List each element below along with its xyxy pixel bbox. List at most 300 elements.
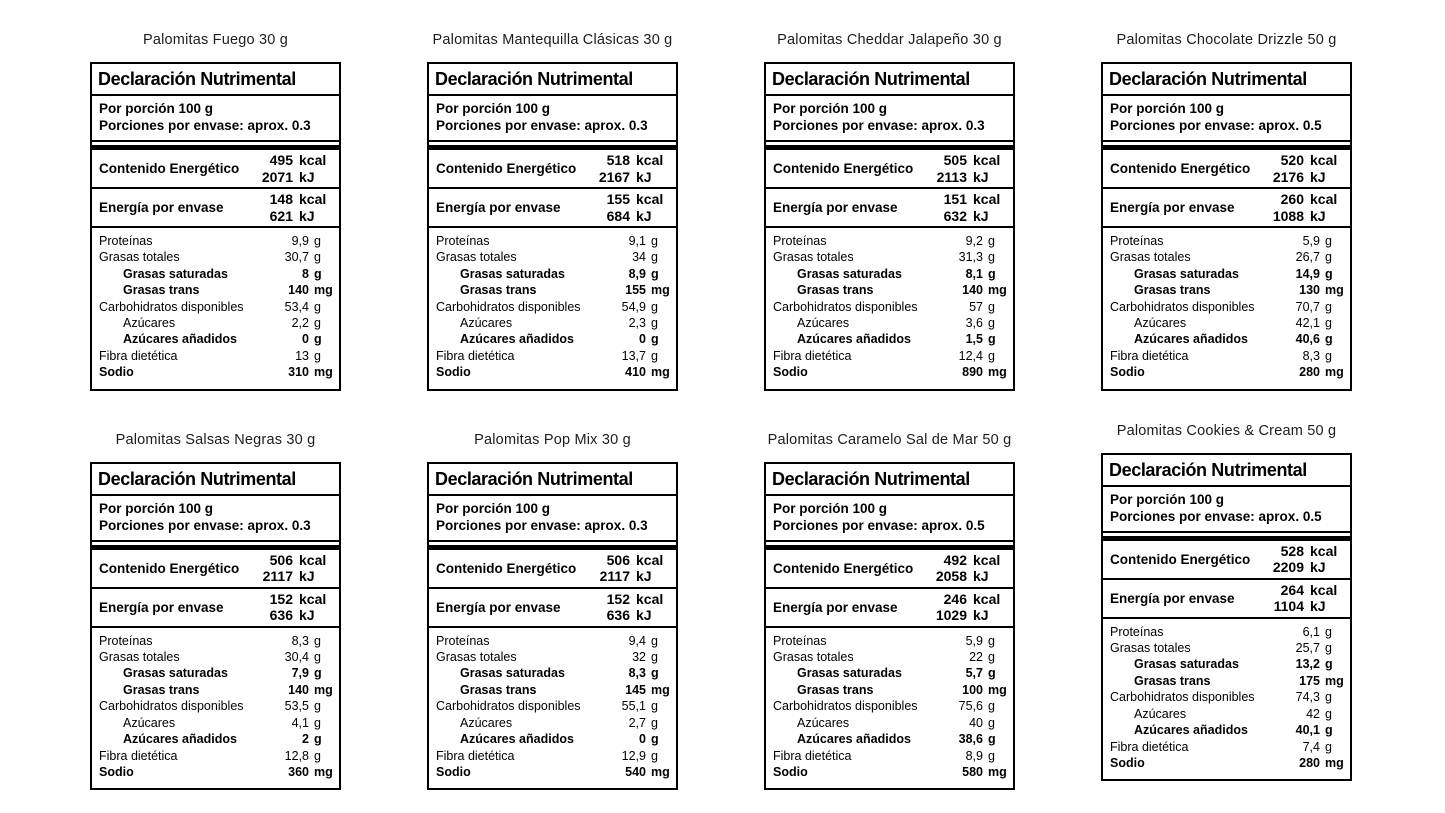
nutrient-row (773, 633, 1006, 649)
nutrient-value: 25,7 (1295, 641, 1320, 656)
nutrient-unit: g (1325, 706, 1332, 721)
nutrient-unit: g (1325, 723, 1333, 738)
nutrient-value: 7,4 (1302, 739, 1320, 754)
nutrient-name: Sodio (436, 764, 471, 779)
nutrient-unit: g (988, 748, 995, 763)
kj-unit: kJ (636, 568, 652, 585)
nutrient-value: 9,4 (628, 633, 646, 648)
nutrient-row (773, 748, 1006, 764)
nutrient-unit: g (988, 633, 995, 648)
nutrient-name: Grasas trans (1134, 673, 1211, 688)
nutrient-unit: g (988, 250, 995, 265)
serving-size-line: Por porción 100 g (773, 500, 888, 516)
serving-size-line: Por porción 100 g (436, 101, 551, 116)
nutrient-name: Grasas trans (797, 682, 874, 697)
nutrient-unit: g (1325, 624, 1332, 639)
nutrient-name: Proteínas (436, 633, 490, 648)
nutrient-value: 53,5 (284, 699, 309, 714)
kcal-value: 505 (943, 152, 967, 168)
energy-row-per-100g (766, 150, 1013, 189)
nutrient-unit: g (1325, 332, 1333, 347)
energy-row-per-package (92, 589, 339, 628)
nutrient-value: 6,1 (1302, 624, 1320, 639)
nutrient-row (99, 682, 332, 698)
nutrient-unit: g (651, 748, 658, 763)
kcal-value: 151 (943, 191, 967, 207)
nutrient-unit: g (651, 699, 658, 714)
nutrient-value: 2,2 (291, 316, 309, 331)
energy-per-package-label: Energía por envase (773, 599, 898, 615)
nutrient-row (1110, 689, 1343, 705)
nutrient-unit: g (988, 234, 995, 248)
nutrient-row (773, 331, 1006, 347)
nutrient-row (773, 649, 1006, 665)
energy-per-package-label: Energía por envase (436, 200, 561, 215)
nutrient-row (436, 633, 669, 649)
nutrient-value: 280 (1299, 365, 1320, 380)
nutrient-unit: g (988, 715, 995, 730)
kcal-unit: kcal (1310, 542, 1338, 559)
kj-value: 621 (269, 207, 293, 224)
nutrient-value: 75,6 (958, 699, 983, 714)
energy-row-per-100g (1103, 541, 1350, 580)
serving-info (429, 496, 676, 542)
energy-per-100g-label: Contenido Energético (1110, 551, 1251, 567)
nutrient-value: 8,9 (628, 266, 646, 281)
serving-size-line: Por porción 100 g (99, 500, 214, 516)
energy-per-100g-label: Contenido Energético (773, 560, 914, 576)
nutrient-row (99, 331, 332, 347)
nutrient-row (1110, 249, 1343, 265)
kcal-unit: kcal (636, 551, 664, 568)
nutrient-row (436, 698, 669, 714)
nutrient-unit: g (314, 332, 322, 347)
energy-per-100g-values (1273, 152, 1343, 185)
nutrient-unit: mg (1325, 673, 1344, 688)
nutrient-value: 57 (969, 299, 983, 314)
nutrient-value: 310 (288, 365, 309, 380)
kj-unit: kJ (299, 568, 315, 585)
nutrient-name: Azúcares añadidos (797, 332, 911, 347)
product-card (427, 433, 678, 791)
nutrient-row (99, 282, 332, 298)
nutrient-unit: g (314, 748, 321, 763)
nutrient-unit: g (988, 699, 995, 714)
kcal-value: 518 (606, 152, 630, 168)
kj-value: 636 (269, 607, 293, 624)
nutrient-name: Azúcares (123, 316, 176, 331)
kj-unit: kJ (973, 207, 989, 224)
nutrient-row (773, 665, 1006, 681)
nutrient-row (436, 748, 669, 764)
nutrient-name: Grasas totales (773, 650, 854, 665)
nutrient-row (1110, 315, 1343, 331)
nutrient-value: 40 (969, 715, 983, 730)
nutrient-unit: g (988, 348, 995, 363)
nutrient-value: 175 (1299, 673, 1320, 688)
nutrient-value: 13 (295, 348, 309, 363)
nutrient-name: Sodio (1110, 365, 1145, 380)
serving-info (766, 496, 1013, 542)
kcal-value: 492 (943, 551, 967, 568)
nutrient-value: 280 (1299, 755, 1320, 770)
nutrient-name: Fibra dietética (1110, 348, 1189, 363)
kj-value: 1104 (1273, 598, 1304, 615)
energy-per-package-label: Energía por envase (436, 599, 561, 615)
nutrient-unit: mg (314, 682, 333, 697)
nutrient-value: 145 (625, 682, 646, 697)
kj-unit: kJ (973, 568, 989, 585)
energy-row-per-100g (429, 150, 676, 189)
nutrient-name: Carbohidratos disponibles (436, 299, 581, 314)
nutrient-row (436, 682, 669, 698)
nutrient-name: Fibra dietética (773, 348, 852, 363)
nutrient-name: Fibra dietética (436, 348, 515, 363)
energy-row-per-package (1103, 189, 1350, 228)
nutrient-unit: g (314, 316, 321, 331)
energy-per-package-values (270, 591, 332, 624)
nutrient-name: Grasas trans (123, 283, 200, 298)
nutrient-row (1110, 348, 1343, 364)
nutrient-name: Grasas totales (436, 650, 517, 665)
label-header: Declaración Nutrimental (429, 64, 676, 96)
nutrient-value: 13,7 (621, 348, 646, 363)
nutrient-row (773, 682, 1006, 698)
serving-info (1103, 487, 1350, 533)
kj-value: 684 (606, 207, 630, 224)
nutrient-value: 130 (1299, 283, 1320, 298)
nutrient-name: Azúcares (1134, 316, 1187, 331)
kj-unit: kJ (299, 207, 315, 224)
label-header: Declaración Nutrimental (429, 464, 676, 496)
nutrient-value: 12,4 (958, 348, 983, 363)
nutrient-unit: mg (988, 365, 1007, 380)
kcal-value: 264 (1280, 581, 1304, 598)
nutrient-value: 30,4 (284, 650, 309, 665)
nutrition-label (427, 462, 678, 791)
nutrient-unit: g (1325, 348, 1332, 363)
nutrient-name: Carbohidratos disponibles (773, 299, 918, 314)
nutrient-value: 55,1 (621, 699, 646, 714)
nutrient-unit: mg (988, 283, 1007, 298)
nutrient-value: 155 (625, 283, 646, 298)
nutrient-row (99, 698, 332, 714)
energy-per-package-values (936, 591, 1006, 624)
nutrient-row (1110, 656, 1343, 672)
serving-size-line: Por porción 100 g (1110, 101, 1225, 116)
energy-row-per-100g (766, 550, 1013, 589)
nutrient-name: Carbohidratos disponibles (436, 699, 581, 714)
nutrient-list (429, 628, 676, 789)
energy-per-package-label: Energía por envase (99, 200, 224, 215)
nutrient-name: Grasas totales (99, 650, 180, 665)
kj-value: 2117 (262, 568, 293, 585)
nutrient-name: Sodio (99, 764, 134, 779)
nutrient-row (1110, 299, 1343, 315)
nutrient-row (99, 649, 332, 665)
energy-per-package-values (1274, 582, 1343, 615)
nutrient-name: Grasas totales (99, 250, 180, 265)
kj-value: 2167 (598, 168, 630, 185)
kcal-unit: kcal (636, 191, 664, 207)
nutrition-label (1101, 62, 1352, 391)
product-card (90, 433, 341, 791)
nutrient-name: Proteínas (99, 633, 153, 648)
nutrient-name: Carbohidratos disponibles (1110, 690, 1255, 705)
nutrient-value: 54,9 (621, 299, 646, 314)
nutrient-unit: g (651, 316, 658, 331)
nutrient-unit: g (314, 348, 321, 363)
nutrient-row (436, 233, 669, 249)
nutrient-unit: g (314, 266, 322, 281)
nutrient-row (1110, 722, 1343, 738)
nutrient-name: Carbohidratos disponibles (99, 699, 244, 714)
kcal-value: 155 (606, 191, 630, 207)
energy-per-package-values (944, 191, 1006, 224)
nutrient-row (1110, 233, 1343, 249)
nutrient-row (773, 731, 1006, 747)
energy-row-per-100g (1103, 150, 1350, 189)
energy-per-100g-label: Contenido Energético (773, 161, 914, 176)
kj-value: 2117 (599, 568, 630, 585)
energy-per-100g-values (936, 552, 1006, 585)
nutrient-value: 40,1 (1295, 723, 1320, 738)
kcal-unit: kcal (299, 191, 327, 207)
nutrient-unit: g (651, 266, 659, 281)
nutrient-row (436, 649, 669, 665)
nutrient-row (99, 665, 332, 681)
kcal-unit: kcal (973, 152, 1001, 168)
nutrient-row (773, 764, 1006, 780)
energy-per-100g-values (937, 152, 1006, 185)
nutrient-unit: g (314, 234, 321, 248)
nutrient-row (99, 748, 332, 764)
nutrient-unit: g (651, 348, 658, 363)
nutrient-list (92, 228, 339, 389)
nutrient-unit: g (314, 650, 321, 665)
nutrient-name: Grasas trans (123, 682, 200, 697)
nutrient-list (1103, 619, 1350, 780)
energy-per-package-label: Energía por envase (99, 599, 224, 615)
nutrient-row (436, 764, 669, 780)
nutrient-unit: g (651, 299, 658, 314)
nutrient-name: Azúcares (123, 715, 176, 730)
nutrient-value: 38,6 (958, 732, 983, 747)
nutrient-name: Fibra dietética (99, 748, 178, 763)
label-header: Declaración Nutrimental (92, 464, 339, 496)
nutrient-name: Grasas saturadas (797, 666, 902, 681)
nutrient-row (1110, 673, 1343, 689)
nutrient-row (436, 348, 669, 364)
energy-row-per-100g (429, 550, 676, 589)
energy-per-package-label: Energía por envase (773, 200, 898, 215)
nutrient-value: 12,8 (284, 748, 309, 763)
nutrient-row (773, 315, 1006, 331)
nutrient-unit: mg (988, 764, 1007, 779)
nutrient-unit: g (988, 666, 996, 681)
kj-value: 1029 (935, 607, 967, 624)
nutrient-value: 0 (639, 732, 646, 747)
nutrient-value: 4,1 (291, 715, 309, 730)
nutrient-list (92, 628, 339, 789)
energy-row-per-package (429, 589, 676, 628)
nutrient-row (1110, 640, 1343, 656)
nutrient-name: Azúcares añadidos (460, 732, 574, 747)
product-card (427, 33, 678, 391)
nutrient-row (773, 299, 1006, 315)
nutrient-unit: g (314, 732, 322, 747)
nutrient-unit: mg (988, 682, 1007, 697)
nutrient-name: Proteínas (773, 234, 827, 248)
nutrient-unit: mg (314, 365, 333, 380)
nutrient-unit: mg (651, 365, 670, 380)
nutrient-unit: g (1325, 234, 1332, 248)
kj-unit: kJ (1310, 207, 1326, 224)
nutrient-row (99, 299, 332, 315)
servings-per-package-line: Porciones por envase: aprox. 0.5 (773, 517, 985, 533)
nutrient-value: 8 (302, 266, 309, 281)
kcal-value: 152 (606, 590, 630, 607)
nutrient-row (773, 249, 1006, 265)
nutrient-value: 42 (1306, 706, 1320, 721)
nutrient-row (99, 348, 332, 364)
nutrient-value: 2,3 (628, 316, 646, 331)
product-card (1101, 424, 1352, 782)
nutrient-value: 40,6 (1295, 332, 1320, 347)
kcal-value: 152 (269, 590, 293, 607)
nutrition-label (764, 62, 1015, 391)
nutrient-row (1110, 266, 1343, 282)
kj-value: 2209 (1272, 559, 1304, 576)
nutrient-name: Azúcares (460, 316, 513, 331)
kj-value: 632 (943, 207, 967, 224)
nutrient-value: 1,5 (965, 332, 983, 347)
product-card (764, 433, 1015, 791)
energy-row-per-package (429, 189, 676, 228)
kj-value: 2113 (936, 168, 967, 185)
nutrient-value: 100 (962, 682, 983, 697)
nutrient-unit: g (651, 250, 658, 265)
nutrient-unit: g (651, 715, 658, 730)
nutrient-row (436, 715, 669, 731)
kcal-unit: kcal (636, 590, 664, 607)
nutrient-value: 13,2 (1295, 657, 1320, 672)
serving-info (766, 96, 1013, 142)
nutrient-row (436, 282, 669, 298)
serving-info (1103, 96, 1350, 142)
nutrient-name: Proteínas (773, 633, 827, 648)
nutrient-unit: mg (1325, 283, 1344, 298)
nutrient-value: 7,9 (291, 666, 309, 681)
nutrient-row (1110, 331, 1343, 347)
energy-row-per-package (92, 189, 339, 228)
nutrient-unit: g (314, 699, 321, 714)
nutrient-row (1110, 755, 1343, 771)
energy-per-100g-values (600, 552, 669, 585)
energy-per-100g-values (1273, 543, 1343, 576)
nutrient-unit: g (1325, 739, 1332, 754)
nutrient-unit: g (988, 316, 995, 331)
nutrient-row (99, 731, 332, 747)
kcal-unit: kcal (973, 590, 1001, 607)
nutrient-row (1110, 624, 1343, 640)
nutrient-name: Grasas saturadas (460, 666, 565, 681)
energy-per-100g-label: Contenido Energético (99, 161, 240, 176)
label-header: Declaración Nutrimental (766, 64, 1013, 96)
nutrient-name: Azúcares (460, 715, 513, 730)
nutrient-unit: mg (314, 283, 333, 298)
kj-value: 2071 (261, 168, 293, 185)
nutrient-name: Sodio (773, 365, 808, 380)
kj-unit: kJ (636, 607, 652, 624)
nutrient-name: Grasas trans (460, 682, 537, 697)
nutrient-name: Fibra dietética (1110, 739, 1189, 754)
nutrient-value: 3,6 (965, 316, 983, 331)
nutrient-name: Grasas trans (460, 283, 537, 298)
energy-per-package-label: Energía por envase (1110, 590, 1235, 606)
nutrient-name: Azúcares (797, 715, 850, 730)
nutrient-row (436, 249, 669, 265)
nutrient-value: 890 (962, 365, 983, 380)
nutrient-row (99, 715, 332, 731)
kj-unit: kJ (1310, 168, 1326, 185)
nutrient-list (429, 228, 676, 389)
nutrient-row (99, 364, 332, 380)
kj-value: 2058 (935, 568, 967, 585)
nutrient-name: Azúcares añadidos (1134, 332, 1248, 347)
nutrient-row (436, 331, 669, 347)
kcal-value: 528 (1280, 542, 1304, 559)
nutrient-value: 0 (302, 332, 309, 347)
nutrient-value: 5,9 (965, 633, 983, 648)
nutrient-name: Azúcares añadidos (1134, 723, 1248, 738)
nutrient-name: Grasas trans (1134, 283, 1211, 298)
nutrient-unit: mg (1325, 365, 1344, 380)
nutrient-unit: mg (651, 682, 670, 697)
nutrient-name: Fibra dietética (436, 748, 515, 763)
nutrient-name: Proteínas (99, 234, 153, 248)
kj-unit: kJ (636, 207, 652, 224)
nutrient-row (1110, 364, 1343, 380)
nutrient-name: Grasas saturadas (1134, 266, 1239, 281)
nutrient-unit: g (651, 332, 659, 347)
nutrient-unit: g (988, 266, 996, 281)
nutrient-name: Sodio (773, 764, 808, 779)
kcal-value: 506 (606, 551, 630, 568)
nutrient-name: Azúcares (1134, 706, 1187, 721)
nutrient-unit: g (1325, 316, 1332, 331)
nutrient-value: 140 (288, 682, 309, 697)
nutrient-name: Grasas totales (436, 250, 517, 265)
nutrient-unit: g (1325, 250, 1332, 265)
nutrient-unit: mg (314, 764, 333, 779)
nutrient-unit: g (988, 732, 996, 747)
nutrient-unit: mg (1325, 755, 1344, 770)
kcal-unit: kcal (636, 152, 664, 168)
energy-row-per-100g (92, 150, 339, 189)
servings-per-package-line: Porciones por envase: aprox. 0.5 (1110, 118, 1322, 133)
energy-per-package-values (607, 191, 669, 224)
nutrient-row (436, 731, 669, 747)
product-title: Palomitas Chocolate Drizzle 50 g (1116, 32, 1337, 48)
nutrient-value: 140 (288, 283, 309, 298)
kcal-unit: kcal (973, 551, 1001, 568)
kj-unit: kJ (1310, 559, 1326, 576)
kcal-unit: kcal (1310, 191, 1338, 207)
nutrient-unit: g (651, 650, 658, 665)
nutrient-row (1110, 706, 1343, 722)
kj-unit: kJ (636, 168, 652, 185)
